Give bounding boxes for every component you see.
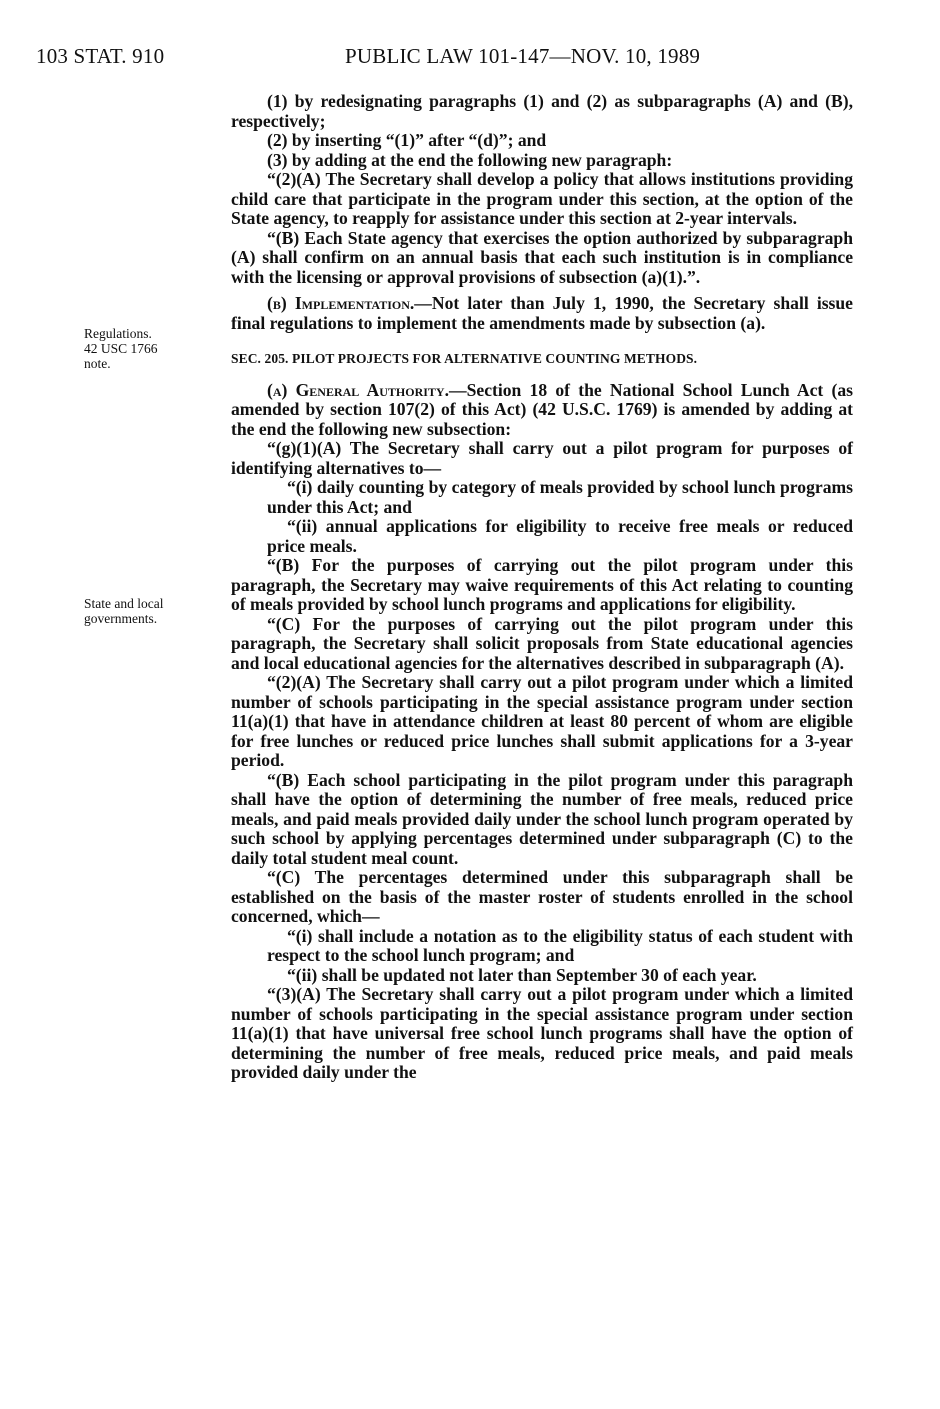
paragraph: “(B) For the purposes of carrying out the pilot program under this paragraph, the Secretary may waive requirements of this Act relating to counting of meals provided by school lunch programs and applications for eligibility. [231, 555, 853, 614]
margin-note-line: 42 USC 1766 [84, 341, 158, 356]
clause: “(i) daily counting by category of meals provided by school lunch programs under this Act; and [267, 477, 853, 517]
margin-note-line: note. [84, 356, 111, 371]
margin-note-regulations [84, 326, 214, 371]
paragraph: (1) by redesignating paragraphs (1) and (2) as subparagraphs (A) and (B), respectively; [231, 91, 853, 131]
subsection-text: —Not later than July 1, 1990, the Secretary shall issue final regulations to implement the amendments made by subsection (a). [231, 293, 853, 333]
paragraph: “(C) The percentages determined under this subparagraph shall be established on the basis of the master roster of students enrolled in the school concerned, which— [231, 867, 853, 926]
paragraph: “(g)(1)(A) The Secretary shall carry out a pilot program for purposes of identifying alternatives to— [231, 438, 853, 478]
margin-note-line: State and local [84, 596, 164, 611]
subsection-text: —Section 18 of the National School Lunch Act (as amended by section 107(2) of this Act) (42 U.S.C. 1769) is amended by adding at the end the following new subsection: [231, 379, 853, 439]
paragraph: (3) by adding at the end the following new paragraph: [267, 149, 673, 170]
clause: “(ii) shall be updated not later than September 30 of each year. [287, 964, 757, 985]
paragraph: “(3)(A) The Secretary shall carry out a pilot program under which a limited number of schools participating in the special assistance program under section 11(a)(1) that have universal free school lunch programs shall have the option of determining the number of free meals, reduced price meals, and paid meals provided daily under the [231, 984, 853, 1082]
section-heading: SEC. 205. PILOT PROJECTS FOR ALTERNATIVE COUNTING METHODS. [231, 351, 698, 366]
paragraph: (2) by inserting “(1)” after “(d)”; and [267, 130, 547, 150]
margin-note-line: Regulations. [84, 326, 152, 341]
document-body [231, 92, 853, 1083]
clause: “(i) shall include a notation as to the eligibility status of each student with respect to the school lunch program; and [267, 925, 853, 965]
page-number: 103 STAT. 910 [36, 44, 165, 68]
paragraph-general-authority [231, 381, 853, 440]
paragraph: “(B) Each State agency that exercises the option authorized by subparagraph (A) shall confirm on an annual basis that each such institution is in compliance with the licensing or approval provisions of subsection (a)(1).”. [231, 227, 853, 287]
page-header [36, 44, 876, 74]
paragraph: “(C) For the purposes of carrying out the pilot program under this paragraph, the Secretary shall solicit proposals from State educational agencies and local educational agencies for the alternatives described in subparagraph (A). [231, 613, 853, 673]
paragraph: “(B) Each school participating in the pilot program under this paragraph shall have the option of determining the number of free meals, reduced price meals, and paid meals provided daily under the school lunch program operated by such school by applying percentages determined under subparagraph (C) to the daily total student meal count. [231, 769, 853, 868]
paragraph-implementation [231, 294, 853, 333]
paragraph: “(2)(A) The Secretary shall carry out a pilot program under which a limited number of schools participating in the special assistance program under section 11(a)(1) that have in attendance children at least 80 percent of whom are eligible for free lunches or reduced price lunches shall submit applications for a 3-year period. [231, 672, 853, 770]
subsection-heading: (a) General Authority. [267, 379, 449, 400]
margin-note-state-local [84, 596, 214, 626]
subsection-heading: (b) Implementation. [267, 293, 415, 313]
law-title: PUBLIC LAW 101-147—NOV. 10, 1989 [345, 44, 701, 68]
margin-note-line: governments. [84, 611, 158, 626]
paragraph: “(2)(A) The Secretary shall develop a policy that allows institutions providing child care that participate in the program under this section, at the option of the State agency, to reapply for assistance under this section at 2-year intervals. [231, 169, 853, 228]
clause: “(ii) annual applications for eligibility to receive free meals or reduced price meals. [267, 516, 853, 556]
